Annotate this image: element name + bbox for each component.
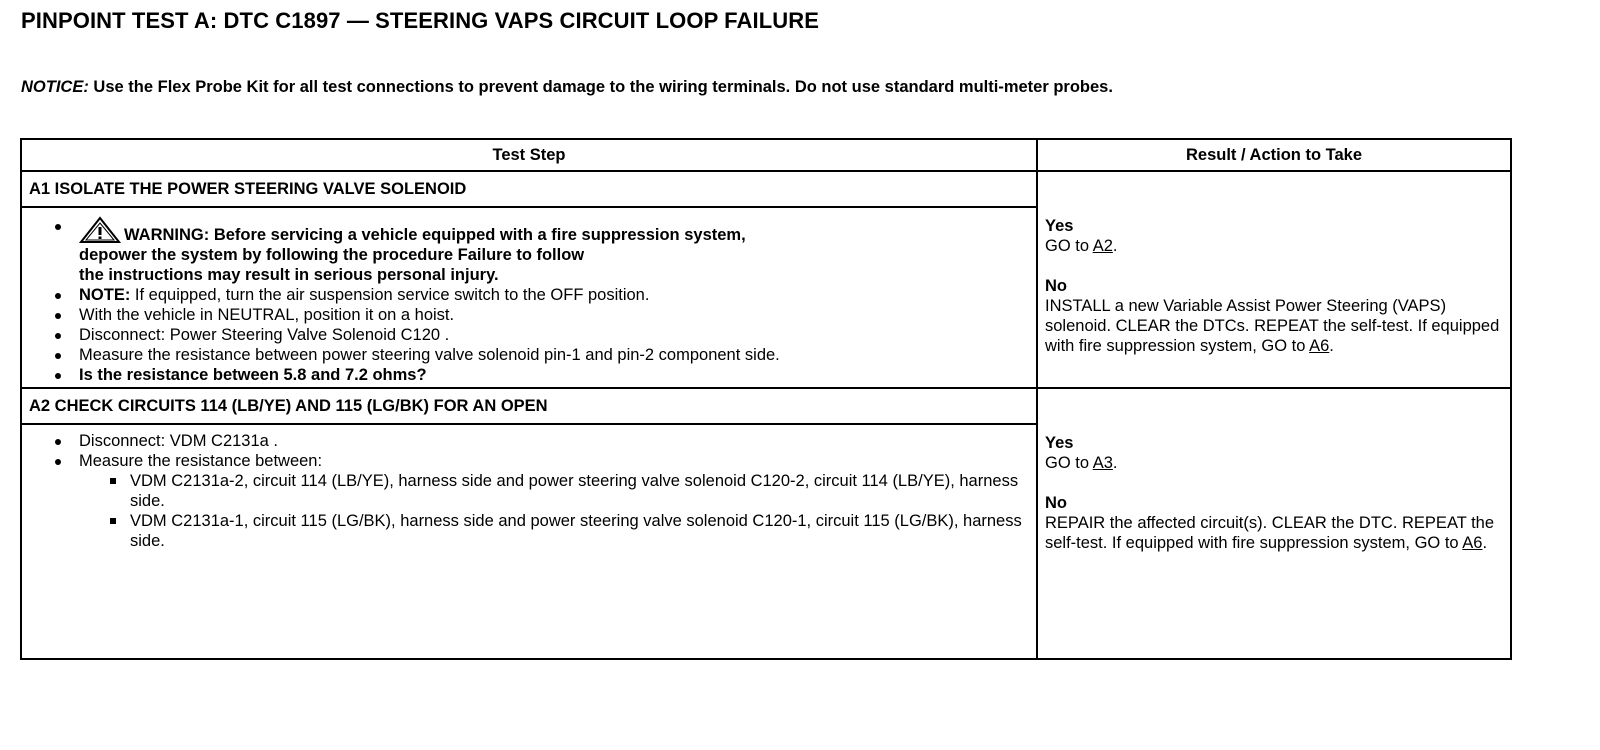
a2-sub-item-1: VDM C2131a-2, circuit 114 (LB/YE), harness side and power steering valve solenoid C120-2, circuit 114 (LB/YE), harness side.: [130, 471, 1029, 511]
header-result-action: Result / Action to Take: [1037, 139, 1511, 171]
a1-no-text: INSTALL a new Variable Assist Power Steering (VAPS) solenoid. CLEAR the DTCs. REPEAT the self-test. If equipped with fire suppression system, GO to: [1045, 297, 1500, 355]
page-title: PINPOINT TEST A: DTC C1897 — STEERING VAPS CIRCUIT LOOP FAILURE: [21, 8, 819, 33]
notice-label: NOTICE:: [21, 78, 89, 96]
a2-disconnect-item: Disconnect: VDM C2131a .: [79, 431, 1029, 451]
a2-no-suffix: .: [1482, 534, 1488, 552]
a1-hoist-item: With the vehicle in NEUTRAL, position it on a hoist.: [79, 305, 1029, 325]
header-test-step: Test Step: [21, 139, 1037, 171]
a1-warning-line2: depower the system by following the procedure Failure to follow: [79, 246, 585, 264]
table-header-row: [21, 139, 1511, 171]
a1-disconnect-item: Disconnect: Power Steering Valve Solenoid C120 .: [79, 325, 1029, 345]
a2-sub-list: [79, 471, 1029, 551]
a1-warning-item: [79, 216, 1029, 285]
a2-measure-item: [79, 451, 1029, 551]
a1-note-text: If equipped, turn the air suspension service switch to the OFF position.: [130, 286, 650, 304]
a2-yes-label: Yes: [1045, 434, 1074, 452]
warning-triangle-icon: [79, 216, 121, 244]
step-a1-result: [1037, 171, 1511, 388]
notice-text: Use the Flex Probe Kit for all test connections to prevent damage to the wiring terminals. Do not use standard multi-meter probes.: [88, 78, 1113, 96]
a1-yes-prefix: GO to: [1045, 237, 1093, 255]
a1-note-item: [79, 285, 1029, 305]
step-a1-body: [21, 207, 1037, 388]
a2-no-text: REPAIR the affected circuit(s). CLEAR the DTC. REPEAT the self-test. If equipped with fire suppression system, GO to: [1045, 514, 1495, 552]
a2-measure-text: Measure the resistance between:: [79, 452, 323, 470]
a1-yes-suffix: .: [1112, 237, 1118, 255]
step-a2-result: [1037, 388, 1511, 659]
a2-sub-item-2: VDM C2131a-1, circuit 115 (LG/BK), harness side and power steering valve solenoid C120-1, circuit 115 (LG/BK), harness side.: [130, 511, 1029, 551]
a1-note-label: NOTE:: [79, 286, 131, 304]
a2-step-list: [29, 431, 1029, 551]
step-a2-heading-row: [21, 388, 1511, 424]
a2-yes-suffix: .: [1112, 454, 1118, 472]
a1-step-list: [29, 216, 1029, 385]
a1-warning-line1: WARNING: Before servicing a vehicle equipped with a fire suppression system,: [124, 226, 746, 244]
step-a2-body: [21, 424, 1037, 659]
a1-no-label: No: [1045, 277, 1067, 295]
a1-warning-line3: the instructions may result in serious personal injury.: [79, 266, 499, 284]
a2-no-label: No: [1045, 494, 1067, 512]
a2-yes-link[interactable]: A3: [1092, 454, 1113, 472]
step-a1-heading-row: [21, 171, 1511, 207]
a1-yes-label: Yes: [1045, 217, 1074, 235]
a1-no-suffix: .: [1329, 337, 1334, 355]
a1-measure-item: Measure the resistance between power steering valve solenoid pin-1 and pin-2 component side.: [79, 345, 1029, 365]
a1-yes-link[interactable]: A2: [1092, 237, 1113, 255]
a2-no-link[interactable]: A6: [1462, 534, 1483, 552]
a1-question-item: Is the resistance between 5.8 and 7.2 ohms?: [79, 365, 1029, 385]
notice: [21, 78, 1113, 97]
a2-yes-prefix: GO to: [1045, 454, 1093, 472]
pinpoint-test-table: [20, 138, 1512, 660]
step-a1-heading: A1 ISOLATE THE POWER STEERING VALVE SOLENOID: [21, 171, 1037, 207]
a1-no-link[interactable]: A6: [1309, 337, 1330, 355]
step-a2-heading: A2 CHECK CIRCUITS 114 (LB/YE) AND 115 (LG/BK) FOR AN OPEN: [21, 388, 1037, 424]
